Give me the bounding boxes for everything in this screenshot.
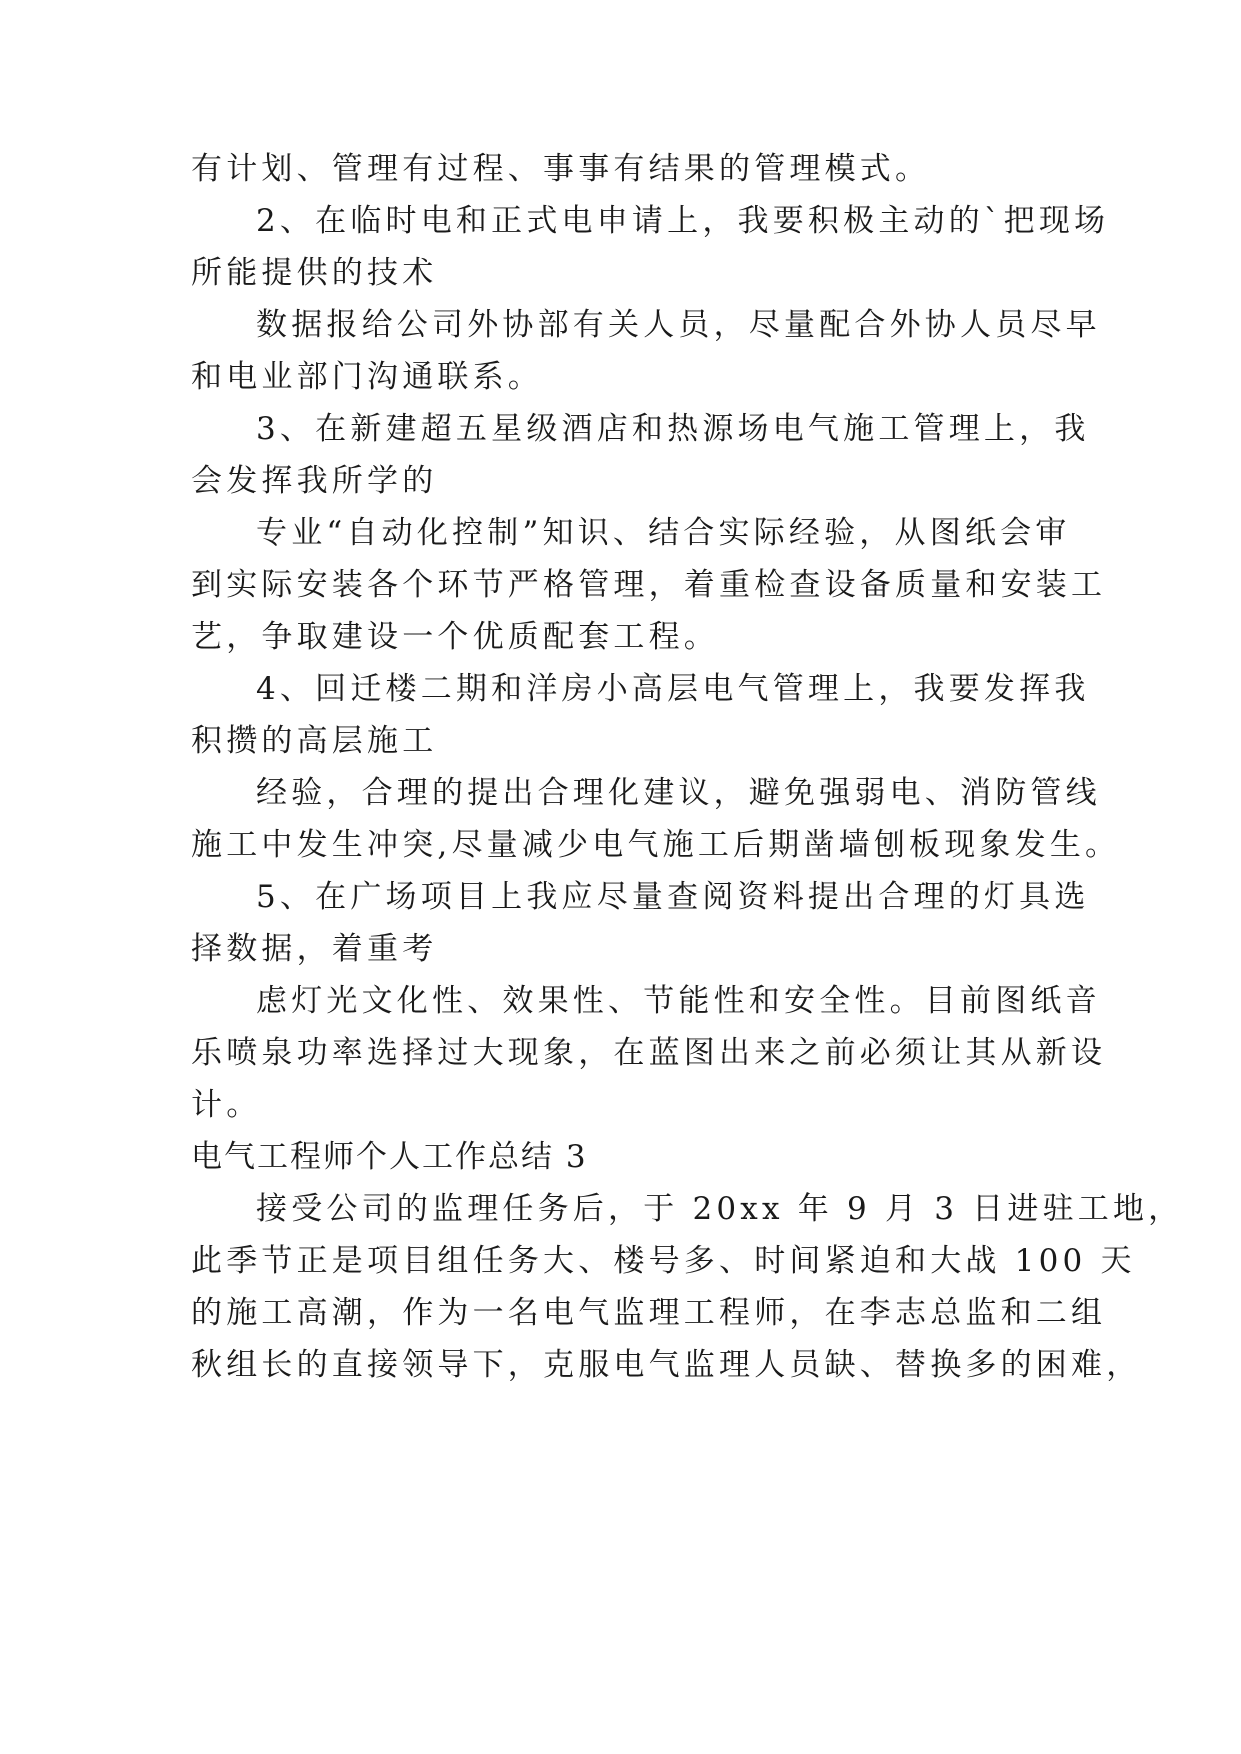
text-line: 择数据，着重考 (191, 931, 438, 967)
text-line: 3、在新建超五星级酒店和热源场电气施工管理上，我 (256, 411, 1090, 447)
text-line: 的施工高潮，作为一名电气监理工程师，在李志总监和二组 (191, 1295, 1107, 1331)
text-line: 专业“自动化控制”知识、结合实际经验，从图纸会审 (256, 515, 1071, 551)
text-line: 有计划、管理有过程、事事有结果的管理模式。 (191, 151, 931, 187)
text-line: 此季节正是项目组任务大、楼号多、时间紧迫和大战 100 天 (191, 1243, 1136, 1279)
text-line: 5、在广场项目上我应尽量查阅资料提出合理的灯具选 (256, 879, 1090, 915)
text-line: 计。 (191, 1087, 262, 1123)
text-line: 数据报给公司外协部有关人员，尽量配合外协人员尽早 (256, 307, 1101, 343)
text-line: 到实际安装各个环节严格管理，着重检查设备质量和安装工 (191, 567, 1107, 603)
text-line: 接受公司的监理任务后，于 20xx 年 9 月 3 日进驻工地， (256, 1191, 1184, 1227)
text-line: 会发挥我所学的 (191, 463, 438, 499)
text-line: 4、回迁楼二期和洋房小高层电气管理上，我要发挥我 (256, 671, 1090, 707)
text-line: 秋组长的直接领导下，克服电气监理人员缺、替换多的困难， (191, 1347, 1142, 1383)
text-line: 施工中发生冲突,尽量减少电气施工后期凿墙刨板现象发生。 (191, 827, 1121, 863)
text-line: 和电业部门沟通联系。 (191, 359, 543, 395)
section-heading: 电气工程师个人工作总结 3 (191, 1139, 588, 1175)
text-line: 经验，合理的提出合理化建议，避免强弱电、消防管线 (256, 775, 1101, 811)
text-line: 虑灯光文化性、效果性、节能性和安全性。目前图纸音 (256, 983, 1101, 1019)
text-line: 乐喷泉功率选择过大现象，在蓝图出来之前必须让其从新设 (191, 1035, 1107, 1071)
text-line: 艺，争取建设一个优质配套工程。 (191, 619, 719, 655)
text-line: 所能提供的技术 (191, 255, 438, 291)
text-line: 2、在临时电和正式电申请上，我要积极主动的`把现场 (256, 203, 1110, 239)
text-line: 积攒的高层施工 (191, 723, 438, 759)
